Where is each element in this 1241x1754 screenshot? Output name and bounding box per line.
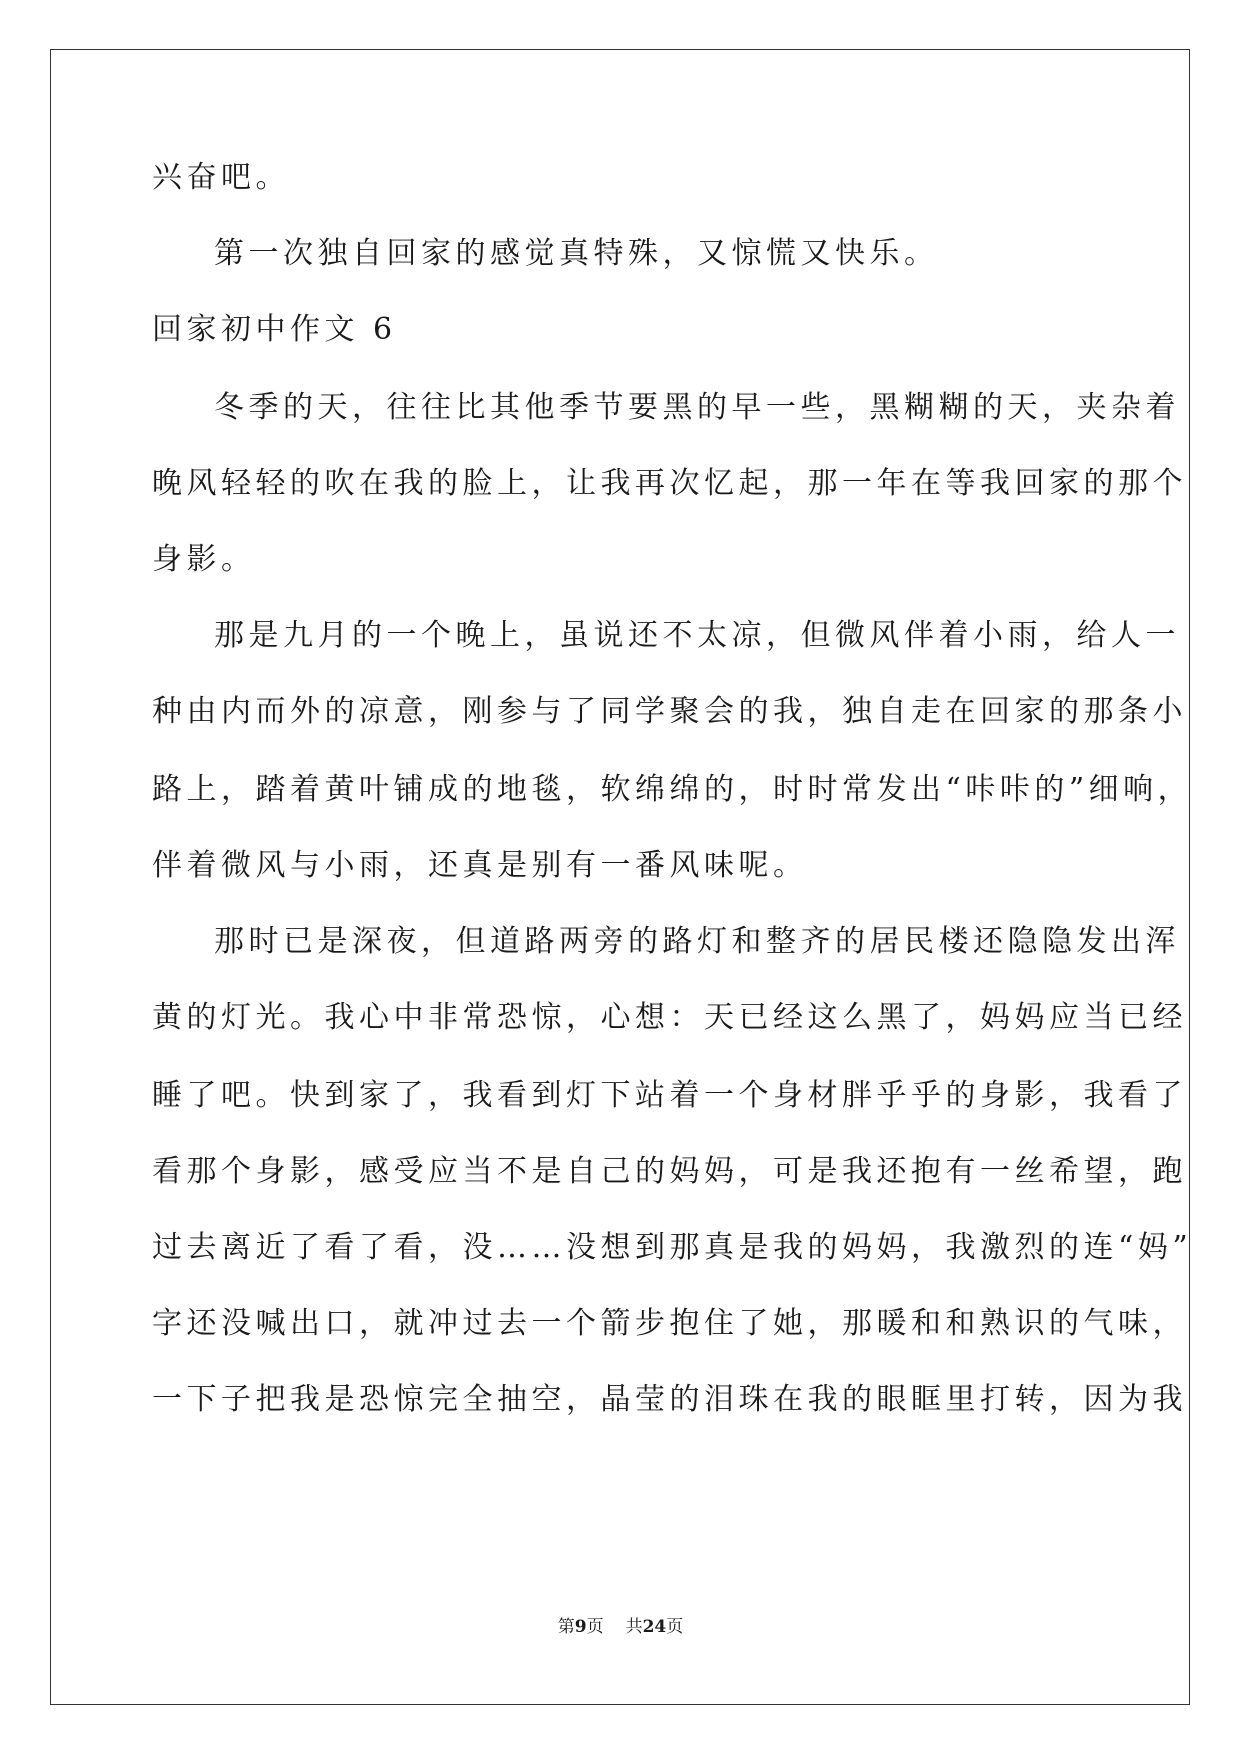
section-heading: 回家初中作文 6 — [152, 312, 397, 347]
total-prefix: 共 — [625, 1617, 643, 1637]
page-number: 9 — [574, 1617, 587, 1637]
text-line: 兴奋吧。 — [152, 160, 290, 195]
text-line: 那时已是深夜，但道路两旁的路灯和整齐的居民楼还隐隐发出浑 — [214, 924, 1180, 959]
text-line: 伴着微风与小雨，还真是别有一番风味呢。 — [152, 848, 808, 883]
text-line: 过去离近了看了看，没……没想到那真是我的妈妈，我激烈的连“妈” — [152, 1230, 1193, 1265]
text-line: 睡了吧。快到家了，我看到灯下站着一个身材胖乎乎的身影，我看了 — [152, 1078, 1187, 1113]
page-suffix: 页 — [586, 1617, 604, 1637]
text-line: 那是九月的一个晚上，虽说还不太凉，但微风伴着小雨，给人一 — [214, 618, 1180, 653]
text-line: 种由内而外的凉意，刚参与了同学聚会的我，独自走在回家的那条小 — [152, 694, 1187, 729]
text-line: 看那个身影，感受应当不是自己的妈妈，可是我还抱有一丝希望，跑 — [152, 1154, 1187, 1189]
text-line: 字还没喊出口，就冲过去一个箭步抱住了她，那暖和和熟识的气味， — [152, 1306, 1187, 1341]
text-line: 一下子把我是恐惊完全抽空，晶莹的泪珠在我的眼眶里打转，因为我 — [152, 1382, 1187, 1417]
page-footer — [0, 1615, 1241, 1639]
text-line: 身影。 — [152, 542, 256, 577]
total-suffix: 页 — [666, 1617, 684, 1637]
text-line: 黄的灯光。我心中非常恐惊，心想：天已经这么黑了，妈妈应当已经 — [152, 1000, 1187, 1035]
total-pages: 24 — [642, 1617, 667, 1637]
text-line: 路上，踏着黄叶铺成的地毯，软绵绵的，时时常发出“咔咔的”细响， — [152, 772, 1193, 807]
text-line: 晚风轻轻的吹在我的脸上，让我再次忆起，那一年在等我回家的那个 — [152, 466, 1187, 501]
text-line: 冬季的天，往往比其他季节要黑的早一些，黑糊糊的天，夹杂着 — [214, 390, 1180, 425]
text-line: 第一次独自回家的感觉真特殊，又惊慌又快乐。 — [214, 236, 939, 271]
page-prefix: 第 — [557, 1617, 575, 1637]
